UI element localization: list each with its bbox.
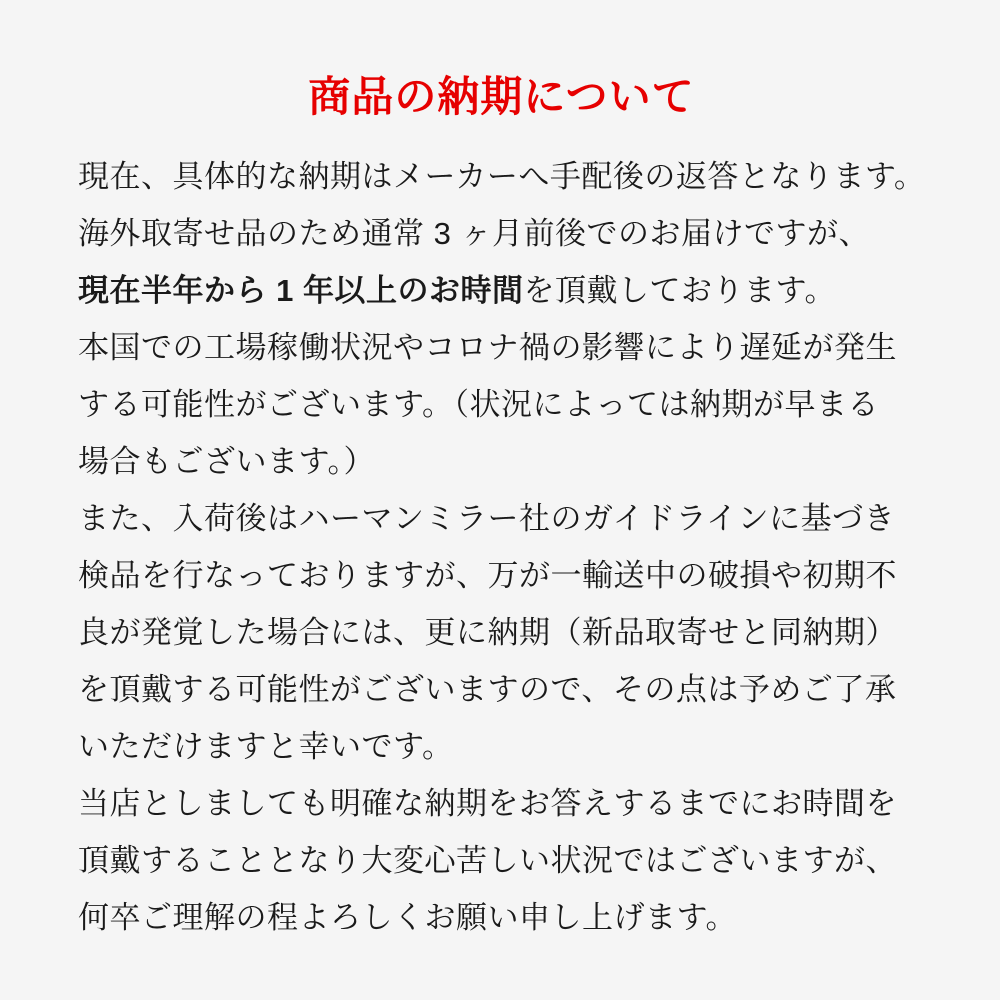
notice-line-2 — [78, 205, 925, 262]
notice-line-text: 本国での工場稼働状況やコロナ禍の影響により遅延が発生 — [78, 330, 897, 366]
notice-line-text: 海外取寄せ品のため通常 3 ヶ月前後でのお届けですが、 — [78, 216, 870, 252]
notice-line-text: 現在、具体的な納期はメーカーへ手配後の返答となります。 — [78, 159, 926, 195]
notice-line-text: 当店としましても明確な納期をお答えするまでにお時間を — [78, 786, 897, 822]
notice-line-text: 何卒ご理解の程よろしくお願い申し上げます。 — [78, 900, 738, 936]
notice-line-13 — [78, 832, 925, 889]
notice-line-5 — [78, 376, 925, 433]
notice-body — [78, 148, 925, 946]
notice-line-1 — [78, 148, 925, 205]
notice-line-text: また、入荷後はハーマンミラー社のガイドラインに基づき — [78, 501, 896, 537]
notice-line-text: 頂戴することとなり大変心苦しい状況ではございますが、 — [78, 843, 897, 879]
notice-line-text: を頂戴する可能性がございますので、その点は予めご了承 — [78, 672, 897, 708]
notice-line-text: いただけますと幸いです。 — [78, 729, 454, 765]
notice-line-text: 検品を行なっておりますが、万が一輸送中の破損や初期不 — [78, 558, 897, 594]
notice-line-text: を頂戴しております。 — [523, 273, 836, 309]
notice-line-3 — [78, 262, 925, 319]
notice-line-7 — [78, 490, 925, 547]
notice-line-4 — [78, 319, 925, 376]
notice-line-6 — [78, 433, 925, 490]
notice-line-bold-text: 現在半年から 1 年以上のお時間 — [78, 273, 524, 309]
notice-line-12 — [78, 775, 925, 832]
notice-line-8 — [78, 547, 925, 604]
notice-line-11 — [78, 718, 925, 775]
notice-line-text: する可能性がございます。（状況によっては納期が早まる — [78, 387, 880, 423]
notice-line-14 — [78, 889, 925, 946]
notice-line-text: 場合もございます。） — [78, 444, 376, 480]
notice-line-text: 良が発覚した場合には、更に納期（新品取寄せと同納期） — [78, 615, 897, 651]
notice-line-10 — [78, 661, 925, 718]
notice-line-9 — [78, 604, 925, 661]
page-title: 商品の納期について — [308, 73, 695, 120]
